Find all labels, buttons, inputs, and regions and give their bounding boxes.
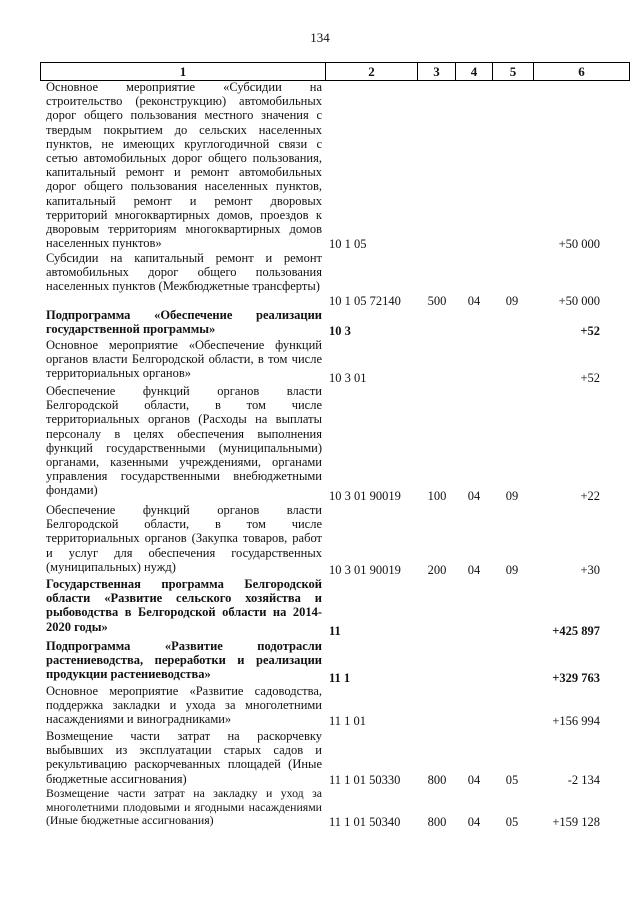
row-code: 10 3 01 90019 <box>329 489 401 503</box>
row-rz: 04 <box>467 563 481 577</box>
row-sum: +30 <box>580 563 600 577</box>
row-rz: 04 <box>467 773 481 787</box>
row-code: 11 1 01 50330 <box>329 773 401 787</box>
row-code: 10 1 05 72140 <box>329 294 401 308</box>
row-vr: 800 <box>427 773 447 787</box>
row-name: Основное мероприятие «Субсидии на строительство (реконструкцию) автомобильных дорог общего пользования местного значения с твердым покрытием до сельских населенных пунктов, не имеющих круглогодичной связи с сетью автомобильных дорог общего пользования, капитальный ремонт и ремонт автомобильных дорог общего пользования населенных пунктов, капитальный ремонт и ремонт дворовых территорий многоквартирных домов, проездов к дворовым территориям многоквартирных домов населенных пунктов» <box>46 80 322 251</box>
row-sum: +50 000 <box>558 237 600 251</box>
header-col-5: 5 <box>492 63 533 80</box>
row-code: 10 3 <box>329 324 351 338</box>
header-col-4: 4 <box>455 63 492 80</box>
row-code: 11 <box>329 624 341 638</box>
row-code: 11 1 01 <box>329 714 367 728</box>
row-rz: 04 <box>467 489 481 503</box>
row-name: Подпрограмма «Развитие подотрасли растениеводства, переработки и реализации продукции растениеводства» <box>46 639 322 682</box>
row-vr: 500 <box>427 294 447 308</box>
row-sum: +52 <box>580 324 600 338</box>
row-pr: 05 <box>505 815 519 829</box>
header-col-6: 6 <box>533 63 629 80</box>
header-col-1: 1 <box>179 64 187 79</box>
row-sum: -2 134 <box>567 773 600 787</box>
row-vr: 100 <box>427 489 447 503</box>
row-pr: 05 <box>505 773 519 787</box>
row-sum: +159 128 <box>552 815 600 829</box>
row-sum: +329 763 <box>552 671 600 685</box>
page-number: 134 <box>310 30 330 45</box>
row-code: 11 1 01 50340 <box>329 815 401 829</box>
row-vr: 800 <box>427 815 447 829</box>
row-sum: +52 <box>580 371 600 385</box>
row-sum: +50 000 <box>558 294 600 308</box>
row-name: Обеспечение функций органов власти Белгородской области, в том числе территориальных органов (Закупка товаров, работ и услуг для обеспечения государственных (муниципальных) нужд) <box>46 503 322 574</box>
row-sum: +22 <box>580 489 600 503</box>
row-rz: 04 <box>467 815 481 829</box>
row-pr: 09 <box>505 563 519 577</box>
row-rz: 04 <box>467 294 481 308</box>
row-pr: 09 <box>505 489 519 503</box>
row-pr: 09 <box>505 294 519 308</box>
row-name: Основное мероприятие «Развитие садоводства, поддержка закладки и ухода за многолетними насаждениями и виноградниками» <box>46 684 322 727</box>
header-col-3: 3 <box>417 63 455 80</box>
row-name: Субсидии на капитальный ремонт и ремонт автомобильных дорог общего пользования населенных пунктов (Межбюджетные трансферты) <box>46 251 322 294</box>
row-name: Возмещение части затрат на закладку и уход за многолетними плодовыми и ягодными насаждениями (Иные бюджетные ассигнования) <box>46 786 322 827</box>
row-name: Государственная программа Белгородской области «Развитие сельского хозяйства и рыбоводства в Белгородской области на 2014-2020 годы» <box>46 577 322 634</box>
row-sum: +156 994 <box>552 714 600 728</box>
row-name: Возмещение части затрат на раскорчевку выбывших из эксплуатации старых садов и рекультивацию раскорчеванных площадей (Иные бюджетные ассигнования) <box>46 729 322 786</box>
row-code: 10 3 01 90019 <box>329 563 401 577</box>
row-name: Подпрограмма «Обеспечение реализации государственной программы» <box>46 308 322 337</box>
row-code: 11 1 <box>329 671 351 685</box>
row-name: Основное мероприятие «Обеспечение функций органов власти Белгородской области, в том числе территориальных органов» <box>46 338 322 381</box>
row-vr: 200 <box>427 563 447 577</box>
row-sum: +425 897 <box>552 624 600 638</box>
table-header <box>40 62 630 81</box>
row-code: 10 1 05 <box>329 237 367 251</box>
header-col-2: 2 <box>325 63 417 80</box>
row-code: 10 3 01 <box>329 371 367 385</box>
row-name: Обеспечение функций органов власти Белгородской области, в том числе территориальных органов (Расходы на выплаты персоналу в целях обеспечения выполнения функций государственными (муниципальными) органами, казенными учреждениями, органами управления государственными внебюджетными фондами) <box>46 384 322 498</box>
